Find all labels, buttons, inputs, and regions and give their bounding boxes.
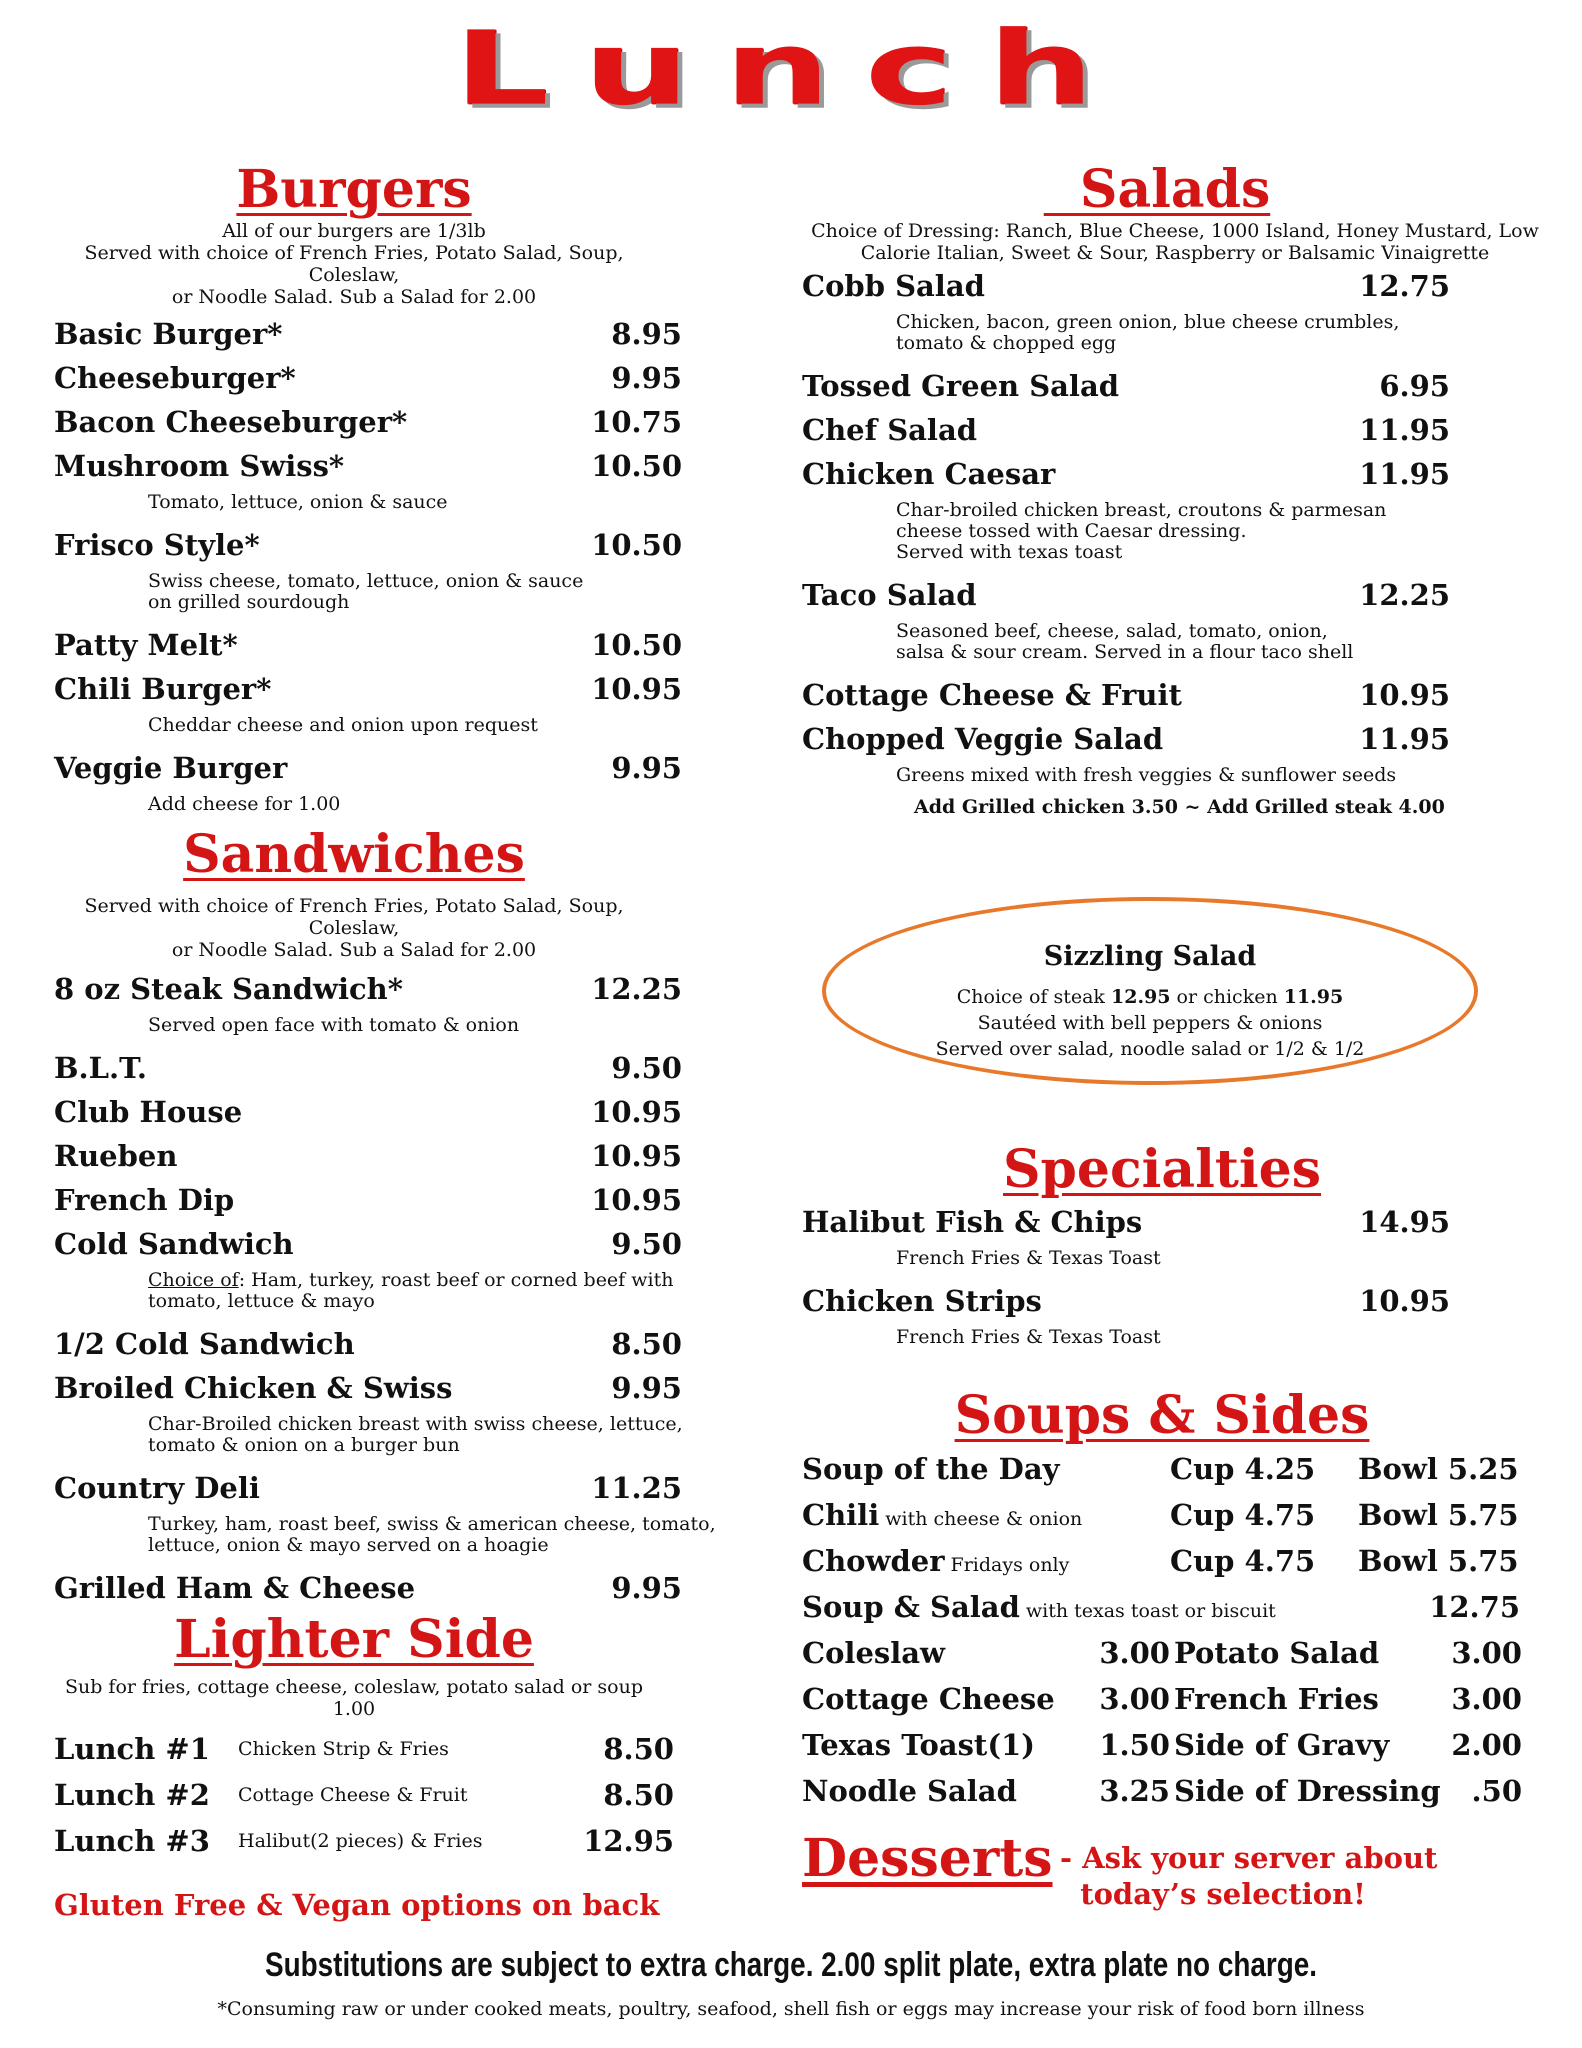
substitutions-note: Substitutions are subject to extra charge. 2.00 split plate, extra plate no charge.	[264, 1946, 1318, 1984]
item-description	[896, 312, 1542, 354]
soup-salad-row	[802, 1584, 1542, 1630]
lighter-detail: Chicken Strip & Fries	[238, 1738, 449, 1760]
item-name: Chili Burger*	[54, 672, 272, 706]
soup-name-note: Fridays only	[944, 1554, 1070, 1576]
lighter-price: 8.50	[603, 1732, 674, 1766]
lighter-name: Lunch #3	[54, 1824, 210, 1858]
menu-item	[54, 444, 754, 488]
item-description-text: Char-Broiled chicken breast with swiss cheese, lettuce, tomato & onion on a burger bun	[148, 1413, 683, 1456]
item-description	[896, 1248, 1542, 1269]
menu-item	[802, 264, 1542, 308]
item-name: Basic Burger*	[54, 317, 283, 351]
item-description	[896, 500, 1542, 563]
side-row	[802, 1768, 1542, 1814]
item-description	[896, 1327, 1542, 1348]
lighter-detail: Cottage Cheese & Fruit	[238, 1784, 468, 1806]
burgers-list	[54, 312, 754, 815]
desserts-section	[802, 1828, 1438, 1911]
right-column	[802, 160, 1542, 818]
item-name: Grilled Ham & Cheese	[54, 1571, 416, 1605]
left-column	[54, 160, 754, 1864]
item-price: 11.95	[1359, 413, 1450, 447]
menu-item	[54, 1566, 754, 1610]
item-description-text: Served open face with tomato & onion	[148, 1014, 520, 1036]
item-name: Chicken Strips	[802, 1284, 1042, 1318]
menu-item	[802, 452, 1542, 496]
specialties-list	[802, 1200, 1542, 1348]
item-name: Rueben	[54, 1139, 178, 1173]
item-description-text: Swiss cheese, tomato, lettuce, onion & sauce on grilled sourdough	[148, 570, 584, 613]
item-price: 9.95	[611, 1371, 682, 1405]
lighter-item	[54, 1726, 754, 1772]
soup-name	[802, 1538, 1069, 1588]
menu-item	[54, 667, 754, 711]
item-price: 9.95	[611, 1571, 682, 1605]
side-name: Coleslaw	[802, 1636, 945, 1670]
side-price: .50	[1471, 1774, 1522, 1808]
specialties-section	[802, 1140, 1542, 1358]
side-price: 3.00	[1099, 1636, 1170, 1670]
item-name: Cold Sandwich	[54, 1227, 294, 1261]
lighter-price: 8.50	[603, 1778, 674, 1812]
item-name: Taco Salad	[802, 578, 977, 612]
soup-salad-note: with texas toast or biscuit	[1019, 1600, 1276, 1622]
cup-price: Cup 4.75	[1170, 1544, 1316, 1578]
salads-note: Choice of Dressing: Ranch, Blue Cheese, 1000 Island, Honey Mustard, Low Calorie Italian, Sweet & Sour, Raspberry or Balsamic Vinaigrette	[811, 220, 1539, 264]
item-price: 12.25	[591, 972, 682, 1006]
lighter-detail: Halibut(2 pieces) & Fries	[238, 1830, 483, 1852]
soups-heading: Soups & Sides	[954, 1385, 1370, 1446]
item-price: 11.25	[591, 1471, 682, 1505]
item-name: Club House	[54, 1095, 243, 1129]
item-price: 10.95	[591, 672, 682, 706]
item-description-prefix: Choice of	[148, 1269, 239, 1291]
item-description-text: Turkey, ham, roast beef, swiss & american cheese, tomato, lettuce, onion & mayo served on a hoagie	[148, 1513, 716, 1556]
side-name: French Fries	[1174, 1682, 1379, 1716]
item-name: B.L.T.	[54, 1051, 148, 1085]
gluten-free-note: Gluten Free & Vegan options on back	[54, 1888, 660, 1922]
item-price: 8.95	[611, 317, 682, 351]
lighter-list	[54, 1726, 754, 1864]
food-safety-warning: *Consuming raw or under cooked meats, poultry, seafood, shell fish or eggs may increase your risk of food born illness	[217, 1998, 1365, 2020]
menu-item	[54, 1222, 754, 1266]
burgers-note: All of our burgers are 1/3lb Served with choice of French Fries, Potato Salad, Soup, Coleslaw, or Noodle Salad. Sub a Salad for 2.00	[84, 220, 624, 308]
side-name: Texas Toast(1)	[802, 1728, 1035, 1762]
item-name: 8 oz Steak Sandwich*	[54, 972, 403, 1006]
item-name: Bacon Cheeseburger*	[54, 405, 408, 439]
item-name: Halibut Fish & Chips	[802, 1205, 1143, 1239]
lighter-item	[54, 1818, 754, 1864]
salads-list	[802, 264, 1542, 786]
menu-item	[54, 356, 754, 400]
menu-item	[802, 1200, 1542, 1244]
bowl-price: Bowl 5.25	[1358, 1452, 1519, 1486]
item-description-text: : Ham, turkey, roast beef or corned beef with tomato, lettuce & mayo	[148, 1269, 674, 1312]
item-price: 10.75	[591, 405, 682, 439]
item-name: Chef Salad	[802, 413, 978, 447]
menu-item	[54, 746, 754, 790]
item-price: 12.25	[1359, 578, 1450, 612]
item-price: 10.95	[591, 1183, 682, 1217]
item-description-text: Cheddar cheese and onion upon request	[148, 714, 538, 736]
item-price: 10.95	[591, 1095, 682, 1129]
soup-salad-price: 12.75	[1429, 1590, 1520, 1624]
item-name: Tossed Green Salad	[802, 369, 1120, 403]
cup-price: Cup 4.75	[1170, 1498, 1316, 1532]
menu-item	[802, 408, 1542, 452]
menu-item	[802, 1279, 1542, 1323]
item-description	[148, 794, 754, 815]
soup-salad-name	[802, 1584, 1276, 1634]
item-name: Broiled Chicken & Swiss	[54, 1371, 453, 1405]
soups-section	[802, 1386, 1542, 1814]
item-name: Patty Melt*	[54, 628, 238, 662]
item-price: 10.95	[1359, 678, 1450, 712]
side-row	[802, 1722, 1542, 1768]
item-price: 9.50	[611, 1051, 682, 1085]
sizzling-line-1: Choice of steak 12.95 or chicken 11.95	[956, 986, 1344, 1008]
lighter-name: Lunch #1	[54, 1732, 210, 1766]
soup-row	[802, 1538, 1542, 1584]
item-price: 6.95	[1379, 369, 1450, 403]
desserts-heading: Desserts	[802, 1828, 1053, 1889]
menu-item	[54, 1178, 754, 1222]
side-row	[802, 1630, 1542, 1676]
side-name: Cottage Cheese	[802, 1682, 1055, 1716]
side-name: Side of Gravy	[1174, 1728, 1390, 1762]
item-description	[148, 571, 754, 613]
item-description	[148, 1270, 754, 1312]
item-price: 10.50	[591, 628, 682, 662]
side-price: 3.00	[1451, 1682, 1522, 1716]
item-price: 10.95	[1359, 1284, 1450, 1318]
menu-item	[54, 1046, 754, 1090]
cup-price: Cup 4.25	[1170, 1452, 1316, 1486]
soup-name	[802, 1492, 1082, 1542]
salad-addon-note: Add Grilled chicken 3.50 ~ Add Grilled steak 4.00	[914, 796, 1445, 818]
item-price: 11.95	[1359, 722, 1450, 756]
lighter-item	[54, 1772, 754, 1818]
soup-name-text: Chowder	[802, 1544, 945, 1578]
item-description	[148, 1414, 754, 1456]
item-description-text: Tomato, lettuce, onion & sauce	[148, 491, 448, 513]
side-price: 3.00	[1451, 1636, 1522, 1670]
side-name: Noodle Salad	[802, 1774, 1017, 1808]
soups-list	[802, 1446, 1542, 1814]
menu-item	[54, 1134, 754, 1178]
menu-item	[54, 1322, 754, 1366]
item-description-text: Chicken, bacon, green onion, blue cheese crumbles, tomato & chopped egg	[896, 311, 1400, 354]
item-description	[896, 621, 1542, 663]
sizzling-title: Sizzling Salad	[1043, 941, 1257, 972]
soup-row	[802, 1492, 1542, 1538]
menu-item	[54, 1366, 754, 1410]
item-price: 10.95	[591, 1139, 682, 1173]
item-description	[148, 1015, 754, 1036]
burgers-heading: Burgers	[236, 159, 472, 220]
menu-item	[802, 573, 1542, 617]
soup-name-text: Soup of the Day	[802, 1452, 1060, 1486]
lighter-price: 12.95	[583, 1824, 674, 1858]
item-price: 8.50	[611, 1327, 682, 1361]
soup-row	[802, 1446, 1542, 1492]
item-price: 9.95	[611, 751, 682, 785]
side-price: 3.25	[1099, 1774, 1170, 1808]
item-description	[148, 715, 754, 736]
sandwiches-heading: Sandwiches	[183, 824, 525, 885]
item-name: Chopped Veggie Salad	[802, 722, 1164, 756]
item-name: Cottage Cheese & Fruit	[802, 678, 1182, 712]
item-price: 9.50	[611, 1227, 682, 1261]
item-name: French Dip	[54, 1183, 235, 1217]
item-name: Mushroom Swiss*	[54, 449, 345, 483]
bowl-price: Bowl 5.75	[1358, 1544, 1519, 1578]
soup-name	[802, 1446, 1059, 1496]
item-price: 10.50	[591, 449, 682, 483]
item-description-text: French Fries & Texas Toast	[896, 1247, 1161, 1269]
item-name: Frisco Style*	[54, 528, 260, 562]
sizzling-line-3: Served over salad, noodle salad or 1/2 & 1/2	[935, 1038, 1365, 1060]
side-price: 2.00	[1451, 1728, 1522, 1762]
menu-item	[54, 400, 754, 444]
bowl-price: Bowl 5.75	[1358, 1498, 1519, 1532]
menu-item	[802, 673, 1542, 717]
item-description-text: French Fries & Texas Toast	[896, 1326, 1161, 1348]
side-price: 1.50	[1099, 1728, 1170, 1762]
menu-item	[54, 312, 754, 356]
item-price: 11.95	[1359, 457, 1450, 491]
menu-item	[54, 1090, 754, 1134]
sandwiches-list	[54, 967, 754, 1610]
item-price: 12.75	[1359, 269, 1450, 303]
item-name: Veggie Burger	[54, 751, 288, 785]
item-description-text: Char-broiled chicken breast, croutons & parmesan cheese tossed with Caesar dressing. Served with texas toast	[896, 499, 1387, 563]
lighter-note: Sub for fries, cottage cheese, coleslaw, potato salad or soup 1.00	[64, 1676, 644, 1720]
menu-item	[54, 1466, 754, 1510]
side-name: Potato Salad	[1174, 1636, 1380, 1670]
lighter-name: Lunch #2	[54, 1778, 210, 1812]
menu-item	[802, 364, 1542, 408]
side-price: 3.00	[1099, 1682, 1170, 1716]
item-price: 10.50	[591, 528, 682, 562]
item-name: Cobb Salad	[802, 269, 985, 303]
item-description-text: Seasoned beef, cheese, salad, tomato, onion, salsa & sour cream. Served in a flour taco shell	[896, 620, 1354, 663]
item-description	[148, 1514, 754, 1556]
menu-title: Lunch	[453, 9, 1129, 129]
item-description	[148, 492, 754, 513]
desserts-subtext: - Ask your server about today’s selection!	[1060, 1841, 1438, 1911]
item-description	[896, 765, 1542, 786]
side-row	[802, 1676, 1542, 1722]
item-description-text: Add cheese for 1.00	[148, 793, 341, 815]
sandwiches-note: Served with choice of French Fries, Potato Salad, Soup, Coleslaw, or Noodle Salad. Sub a Salad for 2.00	[84, 895, 624, 961]
item-name: Country Deli	[54, 1471, 260, 1505]
soup-name-note: with cheese & onion	[879, 1508, 1083, 1530]
sizzling-salad-oval	[822, 897, 1478, 1085]
item-name: Chicken Caesar	[802, 457, 1056, 491]
menu-item	[54, 523, 754, 567]
item-price: 14.95	[1359, 1205, 1450, 1239]
menu-item	[54, 967, 754, 1011]
specialties-heading: Specialties	[1003, 1139, 1321, 1200]
item-description-text: Greens mixed with fresh veggies & sunflower seeds	[896, 764, 1397, 786]
lighter-heading: Lighter Side	[174, 1609, 534, 1670]
sizzling-line-2: Sautéed with bell peppers & onions	[977, 1012, 1323, 1034]
item-name: 1/2 Cold Sandwich	[54, 1327, 355, 1361]
side-name: Side of Dressing	[1174, 1774, 1441, 1808]
menu-item	[54, 623, 754, 667]
item-name: Cheeseburger*	[54, 361, 296, 395]
item-price: 9.95	[611, 361, 682, 395]
soup-salad-text: Soup & Salad	[802, 1590, 1020, 1624]
salads-heading: Salads	[1043, 159, 1271, 220]
soup-name-text: Chili	[802, 1498, 880, 1532]
menu-item	[802, 717, 1542, 761]
